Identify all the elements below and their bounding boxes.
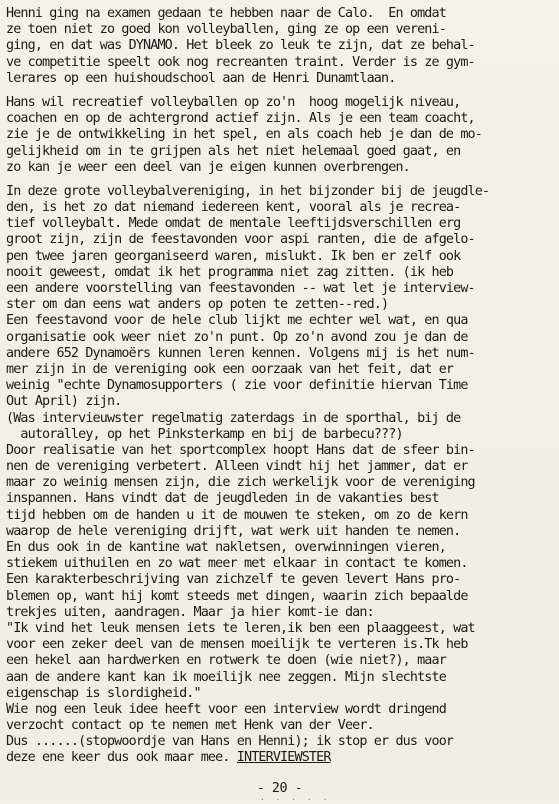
signature: INTERVIEWSTER bbox=[236, 750, 331, 766]
text-line: In deze grote volleybalvereniging, in het bijzonder bij de jeugdle- bbox=[6, 183, 490, 199]
closing-line bbox=[6, 750, 556, 766]
text-line: coachen en op de achtergrond actief zijn. Als je een team coacht, bbox=[6, 111, 475, 127]
text-line: waarop de hele vereniging drijft, wat werk uit handen te nemen. bbox=[6, 523, 461, 539]
page-number: - 20 - bbox=[256, 781, 303, 796]
text-line: Door realisatie van het sportcomplex hoopt Hans dat de sfeer bin- bbox=[6, 442, 475, 458]
text-line: stiekem uithuilen en zo wat meer met elkaar in contact te komen. bbox=[6, 556, 468, 572]
closing-text: deze ene keer dus ook maar mee. bbox=[6, 750, 237, 766]
text-line: lerares op een huishoudschool aan de Henri Dunamtlaan. bbox=[6, 70, 396, 86]
text-line: maar zo weinig mensen zijn, die zich werkelijk voor de vereniging bbox=[6, 475, 475, 491]
text-line: Wie nog een leuk idee heeft voor een interview wordt dringend bbox=[6, 701, 446, 717]
print-specks: · · · · · bbox=[260, 795, 331, 804]
text-line: nen de vereniging verbetert. Alleen vindt hij het jammer, dat er bbox=[6, 459, 468, 475]
text-line: verzocht contact op te nemen met Henk van der Veer. bbox=[6, 718, 374, 734]
text-line: gelijkheid om in te grijpen als het niet helemaal goed gaat, en bbox=[6, 143, 461, 159]
text-line: voor een zeker deel van de mensen moeilijk te verteren is.Tk heb bbox=[6, 637, 468, 653]
text-line: ging, en dat was DYNAMO. Het bleek zo leuk te zijn, dat ze behal- bbox=[6, 38, 475, 54]
text-line: den, is het zo dat niemand iedereen kent, vooral als je recrea- bbox=[6, 200, 461, 216]
text-line: zie je de ontwikkeling in het spel, en als coach heb je dan de mo- bbox=[6, 127, 482, 143]
text-line: een andere voorstelling van feestavonden -- wat let je interview- bbox=[6, 281, 475, 296]
text-line: ve competitie speelt ook nog recreanten traint. Verder is ze gym- bbox=[6, 54, 475, 70]
document-body bbox=[6, 6, 556, 767]
text-line: "Ik vind het leuk mensen iets te leren,ik ben een plaaggeest, wat bbox=[6, 620, 475, 636]
text-line: een hekel aan hardwerken en rotwerk te doen (wie niet?), maar bbox=[6, 653, 446, 669]
text-line: pen twee jaren georganiseerd waren, mislukt. Ik ben er zelf ook bbox=[6, 248, 461, 264]
paragraph bbox=[6, 95, 556, 176]
paragraph bbox=[6, 6, 556, 87]
text-line: nooit geweest, omdat ik het programma niet zag zitten. (ik heb bbox=[6, 264, 454, 280]
text-line: (Was intervieuwster regelmatig zaterdags in de sporthal, bij de bbox=[6, 410, 461, 426]
text-line: autoralley, op het Pinksterkamp en bij de barbecu???) bbox=[6, 426, 403, 442]
text-line: groot zijn, zijn de feestavonden voor aspi ranten, die de afgelo- bbox=[6, 232, 475, 248]
text-line: eigenschap is slordigheid." bbox=[6, 685, 201, 701]
text-line: mer zijn in de vereniging ook een oorzaak van het feit, dat er bbox=[6, 361, 454, 377]
text-line: En dus ook in de kantine wat nakletsen, overwinningen vieren, bbox=[6, 540, 446, 555]
text-line: organisatie ook weer niet zo'n punt. Op zo'n avond zou je dan de bbox=[6, 329, 468, 345]
text-line: Out April) zijn. bbox=[6, 394, 122, 410]
text-line: Een karakterbeschrijving van zichzelf te geven levert Hans pro- bbox=[6, 572, 461, 588]
text-line: Een feestavond voor de hele club lijkt me echter wel wat, en qua bbox=[6, 313, 468, 329]
text-line: Hans wil recreatief volleyballen op zo'n hoog mogelijk niveau, bbox=[6, 94, 461, 110]
text-line: tief volleybalt. Mede omdat de mentale leeftijdsverschillen erg bbox=[6, 216, 461, 232]
text-line: andere 652 Dynamoërs kunnen leren kennen. Volgens mij is het num- bbox=[6, 345, 475, 361]
text-line: ze toen niet zo goed kon volleyballen, ging ze op een vereni- bbox=[6, 22, 446, 38]
text-line: trekjes uiten, aandragen. Maar ja hier komt-ie dan: bbox=[6, 604, 374, 620]
text-line: tijd hebben om de handen u it de mouwen te steken, om zo de kern bbox=[6, 507, 468, 523]
text-line: inspannen. Hans vindt dat de jeugdleden in de vakanties best bbox=[6, 491, 439, 507]
text-line: weinig "echte Dynamosupporters ( zie voor definitie hiervan Time bbox=[6, 378, 468, 394]
paragraph bbox=[6, 184, 556, 767]
text-line: ster om dan eens wat anders op poten te zetten--red.) bbox=[6, 297, 389, 313]
text-line: aan de andere kant kan ik moeilijk nee zeggen. Mijn slechtste bbox=[6, 669, 446, 685]
text-line: zo kan je weer een deel van je eigen kunnen overbrengen. bbox=[6, 159, 410, 175]
text-line: Dus ......(stopwoordje van Hans en Henni); ik stop er dus voor bbox=[6, 734, 454, 750]
paragraph-gap bbox=[6, 87, 556, 95]
paragraph-gap bbox=[6, 176, 556, 184]
text-line: blemen op, want hij komt steeds met dingen, waarin zich bepaalde bbox=[6, 588, 468, 604]
text-line: Henni ging na examen gedaan te hebben naar de Calo. En omdat bbox=[6, 6, 446, 21]
